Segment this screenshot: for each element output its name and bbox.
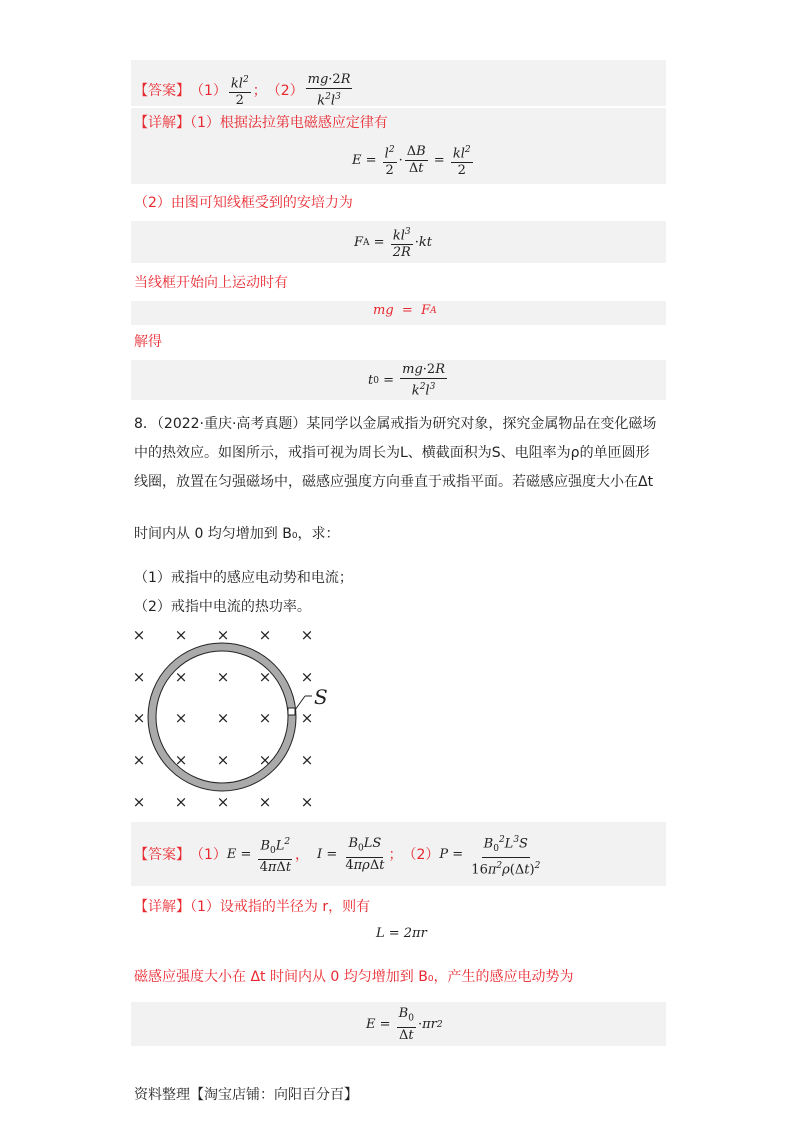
field-cross-3-3: × <box>258 751 272 769</box>
field-cross-0-3: × <box>258 626 272 644</box>
field-cross-1-0: × <box>132 668 146 686</box>
field-cross-4-0: × <box>132 793 146 811</box>
field-cross-4-4: × <box>300 793 314 811</box>
detail-tag: 【详解】 <box>134 115 190 131</box>
field-cross-4-3: × <box>258 793 272 811</box>
mg-formula-text: mg = F <box>373 303 431 318</box>
footer: 资料整理【淘宝店铺：向阳百分百】 <box>134 1087 358 1103</box>
text-line-3: 当线框开始向上运动时有 <box>134 275 288 291</box>
field-cross-0-2: × <box>216 626 230 644</box>
field-cross-2-3: × <box>258 709 272 727</box>
answer-2-part-2-label: （2） <box>402 847 440 864</box>
q8-line-3: 线圈，放置在匀强磁场中，磁感应强度方向垂直于戒指平面。若磁感应强度大小在Δt <box>134 474 654 490</box>
part-1-label: （1） <box>190 82 227 99</box>
text-line-2: （2）由图可知线框受到的安培力为 <box>134 195 353 211</box>
l-formula: L = 2πr <box>376 926 427 941</box>
answer-1 <box>134 72 354 109</box>
field-cross-2-4: × <box>300 709 314 727</box>
cross-section-marker <box>288 708 295 715</box>
answer-2 <box>134 832 544 878</box>
field-cross-3-2: × <box>216 751 230 769</box>
emf-formula: E = $\frac{l^2}{2}$ · $\frac{\Delta B}{\Delta t}$ = $\frac{kl^2}{2}$ <box>352 142 475 179</box>
separator: ； <box>252 82 267 99</box>
field-cross-1-4: × <box>300 668 314 686</box>
q8-line-2: 中的热效应。如图所示，戒指可视为周长为L、横截面积为S、电阻率为ρ的单匝圆形 <box>134 445 650 461</box>
field-cross-0-1: × <box>174 626 188 644</box>
ring-figure <box>125 620 345 815</box>
answer-1-formula-2: $\frac{mg\cdot 2R}{k^2l^3}$ <box>307 72 351 109</box>
answer-2-formula-e: E = $\frac{B_0L^2}{\text{4πΔt}}$ <box>227 834 295 876</box>
detail-1-text: （1）根据法拉第电磁感应定律有 <box>190 115 388 131</box>
field-cross-4-1: × <box>174 793 188 811</box>
detail-1 <box>134 113 388 133</box>
answer-2-part-1-label: （1） <box>190 847 227 864</box>
field-cross-0-0: × <box>132 626 146 644</box>
mg-formula <box>373 303 437 318</box>
text-line-5: 磁感应强度大小在 Δt 时间内从 0 均匀增加到 B₀，产生的感应电动势为 <box>134 969 574 985</box>
answer-1-formula-1: $\frac{kl^2}{2}$ <box>229 72 251 109</box>
mg-formula-sub: A <box>430 305 437 316</box>
label-leader-line <box>295 696 305 710</box>
force-formula: F A = $\frac{kl^3}{2R}$ · kt <box>354 224 432 261</box>
field-cross-2-1: × <box>174 709 188 727</box>
q8-sub-1: （1）戒指中的感应电动势和电流； <box>134 570 353 586</box>
answer-2-formula-i: I = $\frac{B_0LS}{\text{4πρΔt}}$ <box>317 836 385 873</box>
field-cross-2-2: × <box>216 709 230 727</box>
t0-formula: t 0 = $\frac{mg\cdot 2R}{k^2l^3}$ <box>368 362 445 399</box>
q8-sub-2: （2）戒指中电流的热功率。 <box>134 599 311 615</box>
detail-2-text: （1）设戒指的半径为 r，则有 <box>190 899 371 915</box>
field-cross-4-2: × <box>216 793 230 811</box>
answer-2-sep-2: ； <box>388 847 403 864</box>
answer-2-sep-1: ， <box>295 847 310 864</box>
q8-line-1: 8．（2022·重庆·高考真题）某同学以金属戒指为研究对象，探究金属物品在变化磁场 <box>134 416 657 432</box>
detail-2 <box>134 897 370 917</box>
field-cross-2-0: × <box>132 709 146 727</box>
answer-tag: 【答案】 <box>134 82 190 99</box>
field-cross-3-0: × <box>132 751 146 769</box>
answer-2-tag: 【答案】 <box>134 847 190 864</box>
field-cross-1-2: × <box>216 668 230 686</box>
detail-2-tag: 【详解】 <box>134 899 190 915</box>
field-cross-1-1: × <box>174 668 188 686</box>
field-cross-3-1: × <box>174 751 188 769</box>
q8-line-4: 时间内从 0 均匀增加到 B₀，求： <box>134 526 340 542</box>
answer-2-formula-p: P = $\frac{B_0^2L^3S}{16\pi^2\rho(\Delta t)^2}$ <box>439 832 544 878</box>
s-label: S <box>314 685 328 709</box>
text-line-4: 解得 <box>134 334 162 350</box>
emf-formula-2: E = $\frac{B_0}{\Delta t}$ · πr 2 <box>366 1006 443 1043</box>
field-cross-3-4: × <box>300 751 314 769</box>
part-2-label: （2） <box>266 82 304 99</box>
field-cross-0-4: × <box>300 626 314 644</box>
field-cross-1-3: × <box>258 668 272 686</box>
